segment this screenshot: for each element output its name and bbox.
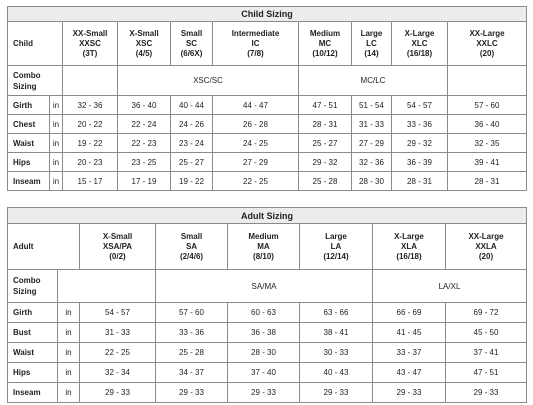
value-cell: 22 - 23	[118, 134, 171, 153]
child-sizing-table	[7, 6, 527, 191]
row-label: Hips	[8, 153, 50, 172]
value-cell: 29 - 33	[300, 383, 373, 403]
value-cell: 40 - 43	[300, 363, 373, 383]
value-cell: 36 - 39	[392, 153, 448, 172]
value-cell: 63 - 66	[300, 303, 373, 323]
value-cell: 38 - 41	[300, 323, 373, 343]
adult-size-header: Medium MA (8/10)	[228, 224, 300, 270]
value-cell: 43 - 47	[373, 363, 446, 383]
value-cell: 22 - 24	[118, 115, 171, 134]
value-cell: 47 - 51	[446, 363, 527, 383]
unit-cell: in	[58, 303, 80, 323]
value-cell: 66 - 69	[373, 303, 446, 323]
child-combo-label: Combo Sizing	[8, 66, 63, 96]
value-cell: 29 - 33	[80, 383, 156, 403]
adult-combo-label: Combo Sizing	[8, 270, 58, 303]
table-row	[8, 172, 527, 191]
adult-combo-empty	[58, 270, 156, 303]
value-cell: 39 - 41	[448, 153, 527, 172]
table-row	[8, 96, 527, 115]
value-cell: 23 - 25	[118, 153, 171, 172]
unit-cell: in	[58, 323, 80, 343]
value-cell: 60 - 63	[228, 303, 300, 323]
value-cell: 29 - 33	[156, 383, 228, 403]
value-cell: 29 - 33	[446, 383, 527, 403]
value-cell: 57 - 60	[156, 303, 228, 323]
adult-size-header: Large LA (12/14)	[300, 224, 373, 270]
value-cell: 27 - 29	[213, 153, 299, 172]
row-label: Girth	[8, 96, 50, 115]
value-cell: 44 - 47	[213, 96, 299, 115]
value-cell: 26 - 28	[213, 115, 299, 134]
row-label: Hips	[8, 363, 58, 383]
adult-sizing-table	[7, 207, 527, 403]
value-cell: 28 - 30	[228, 343, 300, 363]
unit-cell: in	[58, 383, 80, 403]
adult-size-header: X-Large XLA (16/18)	[373, 224, 446, 270]
value-cell: 30 - 33	[300, 343, 373, 363]
unit-cell: in	[58, 363, 80, 383]
value-cell: 24 - 26	[171, 115, 213, 134]
row-label: Bust	[8, 323, 58, 343]
adult-combo-group: SA/MA	[156, 270, 373, 303]
row-label: Waist	[8, 134, 50, 153]
value-cell: 45 - 50	[446, 323, 527, 343]
child-size-header: XX-Small XXSC (3T)	[63, 22, 118, 66]
unit-cell: in	[58, 343, 80, 363]
table-row	[8, 153, 527, 172]
unit-cell: in	[50, 96, 63, 115]
adult-combo-group: LA/XL	[373, 270, 527, 303]
adult-size-header: X-Small XSA/PA (0/2)	[80, 224, 156, 270]
value-cell: 28 - 31	[448, 172, 527, 191]
value-cell: 29 - 32	[392, 134, 448, 153]
adult-header-label: Adult	[8, 224, 80, 270]
unit-cell: in	[50, 115, 63, 134]
child-size-header: X-Small XSC (4/5)	[118, 22, 171, 66]
value-cell: 22 - 25	[213, 172, 299, 191]
value-cell: 25 - 27	[171, 153, 213, 172]
child-size-header: Intermediate IC (7/8)	[213, 22, 299, 66]
value-cell: 69 - 72	[446, 303, 527, 323]
table-row	[8, 343, 527, 363]
value-cell: 29 - 33	[228, 383, 300, 403]
adult-size-header: Small SA (2/4/6)	[156, 224, 228, 270]
value-cell: 32 - 36	[63, 96, 118, 115]
row-label: Waist	[8, 343, 58, 363]
child-combo-group: MC/LC	[299, 66, 448, 96]
value-cell: 22 - 25	[80, 343, 156, 363]
value-cell: 33 - 36	[392, 115, 448, 134]
value-cell: 31 - 33	[80, 323, 156, 343]
value-cell: 36 - 38	[228, 323, 300, 343]
row-label: Inseam	[8, 383, 58, 403]
value-cell: 36 - 40	[118, 96, 171, 115]
row-label: Girth	[8, 303, 58, 323]
value-cell: 24 - 25	[213, 134, 299, 153]
value-cell: 32 - 35	[448, 134, 527, 153]
value-cell: 37 - 41	[446, 343, 527, 363]
child-size-header: Medium MC (10/12)	[299, 22, 352, 66]
unit-cell: in	[50, 172, 63, 191]
value-cell: 31 - 33	[352, 115, 392, 134]
value-cell: 37 - 40	[228, 363, 300, 383]
table-row	[8, 115, 527, 134]
table-row	[8, 383, 527, 403]
adult-size-header: XX-Large XXLA (20)	[446, 224, 527, 270]
child-size-header: X-Large XLC (16/18)	[392, 22, 448, 66]
row-label: Chest	[8, 115, 50, 134]
value-cell: 54 - 57	[80, 303, 156, 323]
table-row	[8, 303, 527, 323]
unit-cell: in	[50, 134, 63, 153]
value-cell: 51 - 54	[352, 96, 392, 115]
value-cell: 25 - 28	[299, 172, 352, 191]
value-cell: 32 - 36	[352, 153, 392, 172]
value-cell: 34 - 37	[156, 363, 228, 383]
value-cell: 41 - 45	[373, 323, 446, 343]
child-size-header: XX-Large XXLC (20)	[448, 22, 527, 66]
value-cell: 33 - 37	[373, 343, 446, 363]
value-cell: 40 - 44	[171, 96, 213, 115]
unit-cell: in	[50, 153, 63, 172]
value-cell: 33 - 36	[156, 323, 228, 343]
value-cell: 36 - 40	[448, 115, 527, 134]
table-row	[8, 363, 527, 383]
child-size-header: Small SC (6/6X)	[171, 22, 213, 66]
value-cell: 27 - 29	[352, 134, 392, 153]
child-table-title: Child Sizing	[8, 7, 527, 22]
value-cell: 19 - 22	[63, 134, 118, 153]
adult-table-title: Adult Sizing	[8, 208, 527, 224]
value-cell: 20 - 22	[63, 115, 118, 134]
child-combo-empty	[63, 66, 118, 96]
value-cell: 47 - 51	[299, 96, 352, 115]
row-label: Inseam	[8, 172, 50, 191]
value-cell: 25 - 27	[299, 134, 352, 153]
value-cell: 29 - 32	[299, 153, 352, 172]
child-size-header: Large LC (14)	[352, 22, 392, 66]
value-cell: 29 - 33	[373, 383, 446, 403]
child-combo-empty	[448, 66, 527, 96]
value-cell: 19 - 22	[171, 172, 213, 191]
value-cell: 20 - 23	[63, 153, 118, 172]
value-cell: 23 - 24	[171, 134, 213, 153]
value-cell: 25 - 28	[156, 343, 228, 363]
value-cell: 57 - 60	[448, 96, 527, 115]
value-cell: 15 - 17	[63, 172, 118, 191]
value-cell: 54 - 57	[392, 96, 448, 115]
value-cell: 28 - 30	[352, 172, 392, 191]
value-cell: 28 - 31	[392, 172, 448, 191]
value-cell: 32 - 34	[80, 363, 156, 383]
value-cell: 17 - 19	[118, 172, 171, 191]
table-row	[8, 134, 527, 153]
child-combo-group: XSC/SC	[118, 66, 299, 96]
table-row	[8, 323, 527, 343]
value-cell: 28 - 31	[299, 115, 352, 134]
child-header-label: Child	[8, 22, 63, 66]
